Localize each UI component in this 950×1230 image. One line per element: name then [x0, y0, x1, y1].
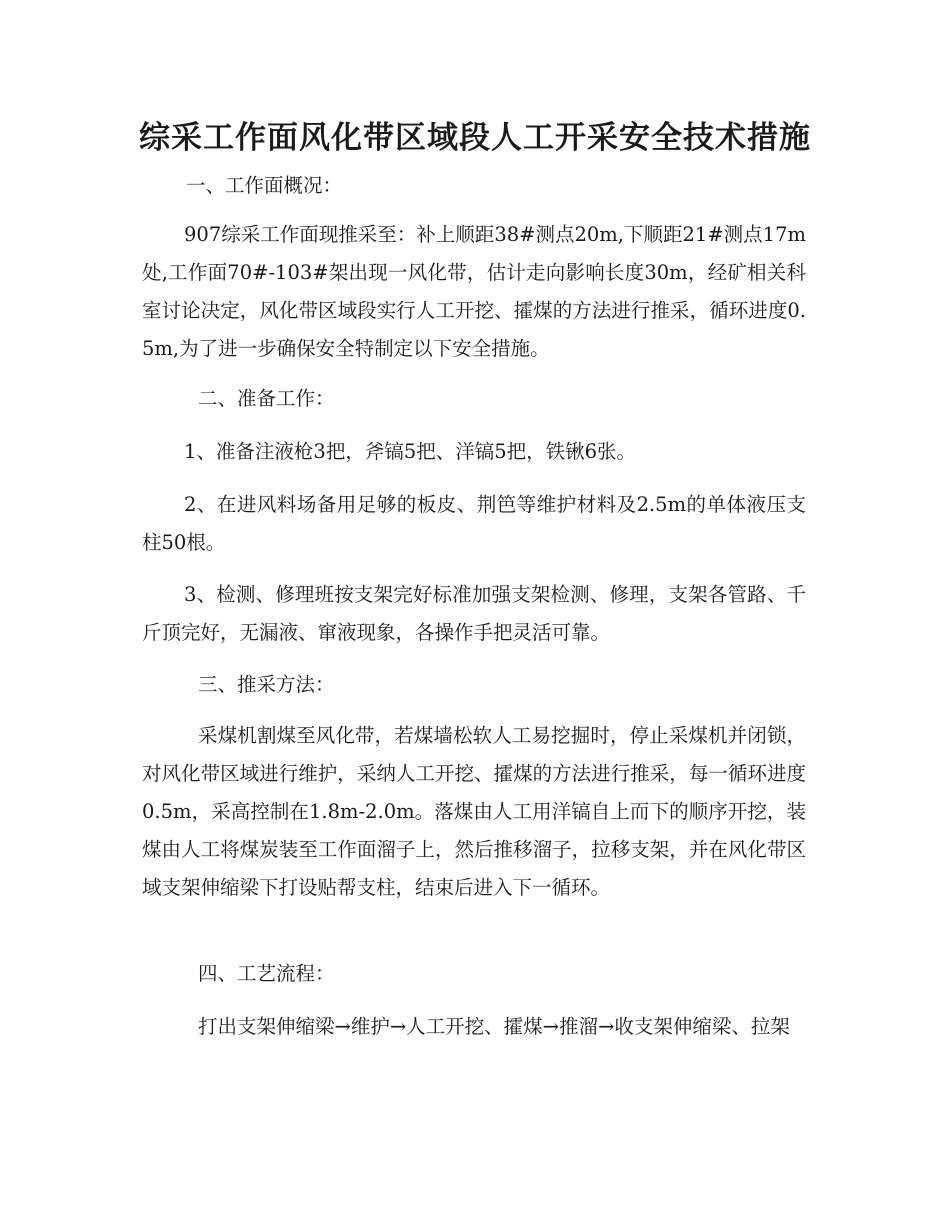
paragraph-overview: 907综采工作面现推采至：补上顺距38#测点20m,下顺距21#测点17m处,工作面70#-103#架出现一风化带，估计走向影响长度30m，经矿相关科室讨论决定，风化带区域段实行人工开挖、攉煤的方法进行推采，循环进度0.5m,为了进一步确保安全特制定以下安全措施。	[142, 223, 806, 360]
section-heading-process: 四、工艺流程：	[198, 962, 335, 985]
list-item-materials: 2、在进风料场备用足够的板皮、荆笆等维护材料及2.5m的单体液压支柱50根。	[142, 493, 806, 554]
list-item-tools: 1、准备注液枪3把，斧镐5把、洋镐5把，铁锹6张。	[184, 440, 637, 463]
paragraph-method: 采煤机割煤至风化带，若煤墙松软人工易挖掘时，停止采煤机并闭锁，对风化带区域进行维护，采纳人工开挖、攉煤的方法进行推采，每一循环进度0.5m，采高控制在1.8m-2.0m。落煤由人工用洋镐自上而下的顺序开挖，装煤由人工将煤炭装至工作面溜子上，然后推移溜子，拉移支架，并在风化带区域支架伸缩梁下打设贴帮支柱，结束后进入下一循环。	[142, 724, 806, 899]
section-heading-preparation: 二、准备工作：	[198, 387, 335, 410]
list-item-inspection: 3、检测、修理班按支架完好标准加强支架检测、修理，支架各管路、千斤顶完好，无漏液、窜液现象，各操作手把灵活可靠。	[142, 583, 806, 644]
section-heading-method: 三、推采方法：	[198, 673, 335, 696]
paragraph-process: 打出支架伸缩梁→维护→人工开挖、攉煤→推溜→收支架伸缩梁、拉架	[198, 1015, 790, 1038]
document-title: 综采工作面风化带区域段人工开采安全技术措施	[139, 120, 811, 156]
section-heading-overview: 一、工作面概况：	[186, 174, 343, 197]
